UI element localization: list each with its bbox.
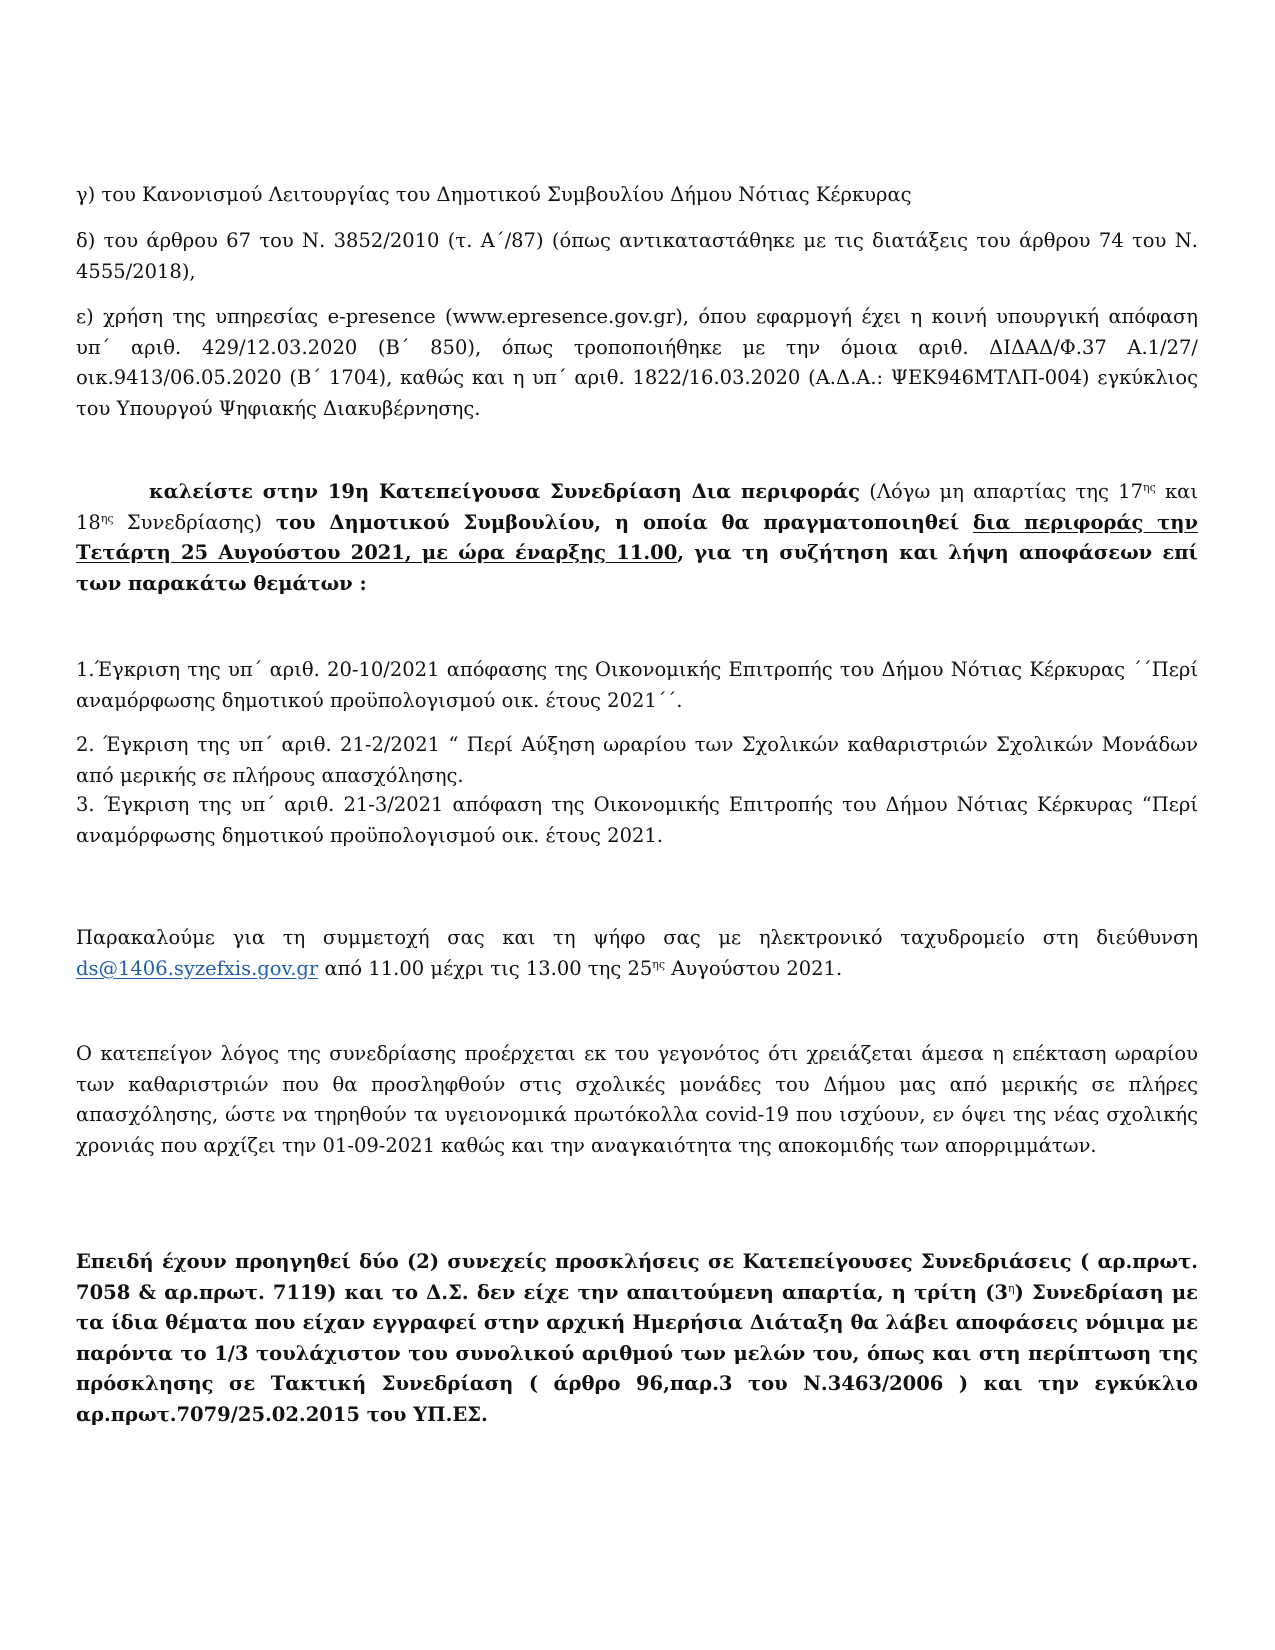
ordinal-suffix: ης <box>100 511 114 525</box>
ordinal-suffix: ης <box>652 957 666 971</box>
invitation-paragraph <box>76 477 1198 599</box>
invitation-date-time: δια περιφοράς την Τετάρτη 25 Αυγούστου 2021, με ώρα έναρξης 11.00 <box>76 510 1199 564</box>
invitation-session-title: καλείστε στην 19η Κατεπείγουσα Συνεδρίαση Δια περιφοράς <box>149 480 861 503</box>
agenda-item-3: 3. Έγκριση της υπ΄ αριθ. 21-3/2021 απόφαση της Οικονομικής Επιτροπής του Δήμου Νότιας Κέρκυρας “Περί αναμόρφωσης δημοτικού προϋπολογισμού οικ. έτους 2021. <box>76 793 1198 847</box>
invitation-purpose: , για τη συζήτηση και λήψη αποφάσεων επί των παρακάτω θεμάτων : <box>76 541 1198 595</box>
agenda-item-2: 2. Έγκριση της υπ΄ αριθ. 21-2/2021 “ Περί Αύξηση ωραρίου των Σχολικών καθαριστριών Σχολικών Μονάδων από μερικής σε πλήρους απασχόλησης. <box>76 733 1198 787</box>
ordinal-suffix: ης <box>1142 481 1156 494</box>
quorum-note-text: Επειδή έχουν προηγηθεί δύο (2) συνεχείς προσκλήσεις σε Κατεπείγουσες Συνεδριάσεις ( αρ.πρωτ. 7058 & αρ.πρωτ. 7119) και το Δ.Σ. δεν είχε την απαιτούμενη απαρτία, η τρίτη (3 <box>76 1250 1198 1304</box>
vote-request-time: από 11.00 μέχρι τις 13.00 της 25 <box>318 956 653 980</box>
legal-basis-g: γ) του Κανονισμού Λειτουργίας του Δημοτικού Συμβουλίου Δήμου Νότιας Κέρκυρας <box>76 183 912 206</box>
email-link[interactable]: ds@1406.syzefxis.gov.gr <box>76 956 319 980</box>
agenda-item-1: 1.Έγκριση της υπ΄ αριθ. 20-10/2021 απόφασης της Οικονομικής Επιτροπής του Δήμου Νότιας Κέρκυρας ΄΄Περί αναμόρφωσης δημοτικού προϋπολογισμού οικ. έτους 2021΄΄. <box>76 658 1198 712</box>
invitation-council: του Δημοτικού Συμβουλίου, η οποία θα πραγματοποιηθεί <box>262 510 973 534</box>
quorum-note-paragraph <box>76 1247 1198 1430</box>
legal-basis-d: δ) του άρθρου 67 του Ν. 3852/2010 (τ. Α΄/87) (όπως αντικαταστάθηκε με τις διατάξεις του άρθρου 74 του Ν. 4555/2018), <box>76 229 1198 283</box>
vote-request-text: Παρακαλούμε για τη συμμετοχή σας και τη ψήφο σας με ηλεκτρονικό ταχυδρομείο στη διεύθυνση <box>76 926 1198 949</box>
invitation-quorum-note: (Λόγω μη απαρτίας της 17 <box>860 480 1143 503</box>
invitation-quorum-note-3: Συνεδρίασης) <box>113 510 263 534</box>
invitation-quorum-note-2: και 18 <box>76 480 1198 534</box>
legal-basis-e: ε) χρήση της υπηρεσίας e-presence (www.epresence.gov.gr), όπου εφαρμογή έχει η κοινή υπουργική απόφαση υπ΄ αριθ. 429/12.03.2020 (Β΄ 850), όπως τροποποιήθηκε με την όμοια αριθ. ΔΙΔΑΔ/Φ.37 Α.1/27/οικ.9413/06.05.2020 (Β΄ 1704), καθώς και η υπ΄ αριθ. 1822/16.03.2020 (Α.Δ.Α.: ΨΕΚ946ΜΤΛΠ-004) εγκύκλιος του Υπουργού Ψηφιακής Διακυβέρνησης. <box>76 305 1198 420</box>
vote-request-date: Αυγούστου 2021. <box>665 956 843 980</box>
urgency-reason-paragraph: Ο κατεπείγον λόγος της συνεδρίασης προέρχεται εκ του γεγονότος ότι χρειάζεται άμεσα η επέκταση ωραρίου των καθαριστριών που θα προσληφθούν στις σχολικές μονάδες του Δήμου μας από μερικής σε πλήρες απασχόλησης, ώστε να τηρηθούν τα υγειονομικά πρωτόκολλα covid-19 που ισχύουν, εν όψει της νέας σχολικής χρονιάς που αρχίζει την 01-09-2021 καθώς και την αναγκαιότητα της αποκομιδής των απορριμμάτων. <box>76 1042 1198 1157</box>
ordinal-suffix: η <box>1007 1281 1015 1295</box>
vote-request-paragraph <box>76 923 1198 984</box>
quorum-note-text-2: ) Συνεδρίαση με τα ίδια θέματα που είχαν εγγραφεί στην αρχική Ημερήσια Διάταξη θα λάβει αποφάσεις νόμιμα με παρόντα το 1/3 τουλάχιστον του συνολικού αριθμού των μελών του, όπως και στη περίπτωση της πρόσκλησης σε Τακτική Συνεδρίαση ( άρθρο 96,παρ.3 του Ν.3463/2006 ) και την εγκύκλιο αρ.πρωτ.7079/25.02.2015 του ΥΠ.ΕΣ. <box>76 1280 1198 1426</box>
